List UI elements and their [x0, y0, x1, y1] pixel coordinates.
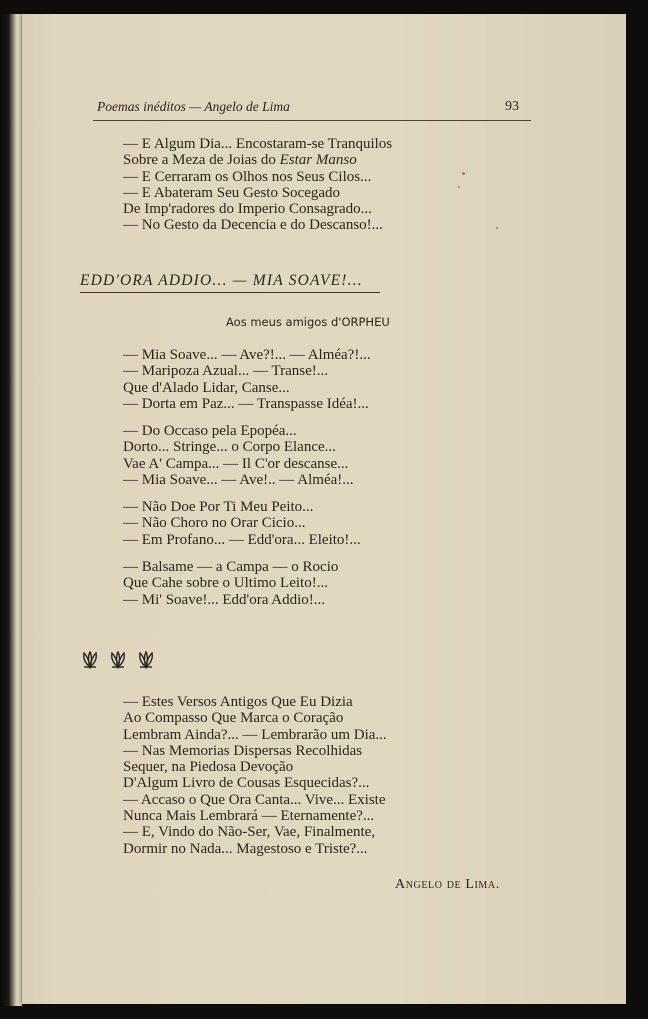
- verse-line: — Em Profano... — Edd'ora... Eleito!...: [123, 531, 361, 548]
- paper-speck: [462, 172, 465, 175]
- verse-line: Sequer, na Piedosa Devoção: [123, 759, 294, 776]
- verse-line: — Nas Memorias Dispersas Recolhidas: [123, 742, 363, 759]
- verse-line: — Estes Versos Antigos Que Eu Dizia: [123, 694, 353, 710]
- verse-line: — Mia Soave... — Ave?!... — Alméa?!...: [123, 347, 371, 363]
- verse-line: — Mia Soave... — Ave!.. — Alméa!...: [123, 471, 354, 488]
- verse-line: — E, Vindo do Não-Ser, Vae, Finalmente,: [123, 824, 376, 841]
- final-stanza: [123, 694, 387, 857]
- lotus-flower-icon: [136, 651, 156, 669]
- verse-line: — Balsame — a Campa — o Rocio: [123, 559, 339, 575]
- verse-line: D'Algum Livro de Cousas Esquecidas?...: [123, 775, 370, 792]
- poem-stanza-3: [123, 499, 361, 548]
- poem-stanza-1: [123, 347, 371, 412]
- verse-line: — Do Occaso pela Epopéa...: [123, 423, 297, 439]
- verse-line: Dormir no Nada... Magestoso e Triste?...: [123, 840, 368, 857]
- verse-line: — E Algum Dia... Encostaram-se Tranquilos: [123, 136, 393, 152]
- verse-line: Lembram Ainda?... — Lembrarão um Dia...: [123, 726, 387, 743]
- poem-stanza-2: [123, 423, 354, 488]
- verse-line: — Não Choro no Orar Cicio...: [123, 515, 306, 532]
- verse-line: — E Cerraram os Olhos nos Seus Cilos...: [123, 168, 372, 185]
- title-underline: [80, 292, 380, 293]
- header-rule: [93, 120, 531, 121]
- lotus-flower-icon: [80, 651, 100, 669]
- verse-line: — Accaso o Que Ora Canta... Vive... Existe: [123, 791, 386, 808]
- verse-line: Ao Compasso Que Marca o Coração: [123, 710, 344, 727]
- page-number: 93: [505, 99, 519, 114]
- author-signature: Angelo de Lima.: [395, 877, 500, 892]
- running-header: [97, 99, 529, 119]
- verse-line: Que Cahe sobre o Ultimo Leito!...: [123, 575, 328, 592]
- verse-line: Que d'Alado Lidar, Canse...: [123, 379, 290, 396]
- verse-line: — Não Doe Por Ti Meu Peito...: [123, 499, 314, 515]
- running-title: Poemas inéditos — Angelo de Lima: [97, 99, 290, 114]
- poem-dedication: Aos meus amigos d'ORPHEU: [226, 315, 390, 329]
- verse-line: Nunca Mais Lembrará — Eternamente?...: [123, 808, 375, 825]
- verse-line: — Maripoza Azual... — Transe!...: [123, 363, 328, 380]
- verse-line: — Mi' Soave!... Edd'ora Addio!...: [123, 591, 326, 608]
- book-gutter-edge: [0, 14, 22, 1006]
- verse-line: Vae A' Campa... — Il C'or descanse...: [123, 455, 349, 472]
- verse-line: Dorto... Stringe... o Corpo Elance...: [123, 439, 336, 456]
- poem-stanza-4: [123, 559, 338, 608]
- intro-stanza: [123, 136, 392, 234]
- verse-line: Sobre a Meza de Joias do Estar Manso: [123, 152, 357, 169]
- verse-line: — E Abateram Seu Gesto Socegado: [123, 184, 341, 201]
- italic-phrase: Estar Manso: [279, 152, 357, 169]
- paper-speck: [458, 186, 460, 188]
- verse-line: De Imp'radores do Imperio Consagrado...: [123, 201, 372, 218]
- poem-title: EDD'ORA ADDIO... — MIA SOAVE!...: [80, 272, 363, 289]
- lotus-flower-icon: [108, 651, 128, 669]
- verse-line: — No Gesto da Decencia e do Descanso!...: [123, 217, 383, 234]
- ornament-row: [80, 651, 156, 669]
- paper-speck: [496, 227, 498, 229]
- verse-line: — Dorta em Paz... — Transpasse Idéa!...: [123, 395, 369, 412]
